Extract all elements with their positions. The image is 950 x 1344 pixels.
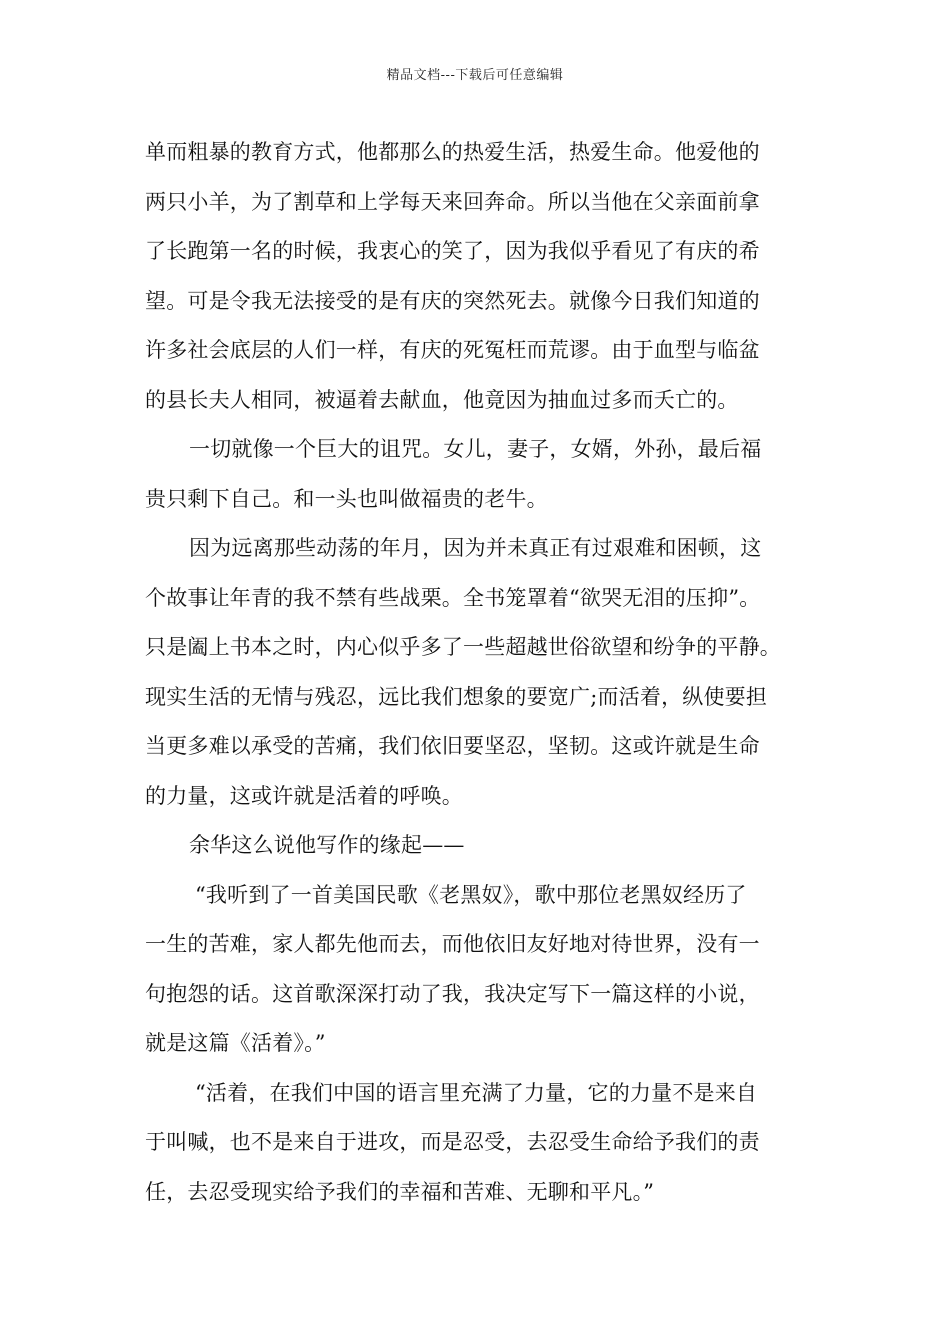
paragraph-line: 贵只剩下自己。和一头也叫做福贵的老牛。 — [145, 486, 548, 511]
quote-line: 就是这篇《活着》。” — [145, 1031, 326, 1055]
page-header: 精品文档---下载后可任意编辑 — [386, 68, 564, 83]
paragraph-line: 现实生活的无情与残忍，远比我们想象的要宽广;而活着，纵使要担 — [145, 684, 768, 709]
paragraph-line: 只是阖上书本之时，内心似乎多了一些超越世俗欲望和纷争的平静。 — [145, 635, 781, 659]
paragraph-line: 单而粗暴的教育方式，他都那么的热爱生活，热爱生命。他爱他的 — [145, 140, 760, 164]
quote-line: “活着，在我们中国的语言里充满了力量，它的力量不是来自 — [195, 1080, 758, 1105]
paragraph-line: 一切就像一个巨大的诅咒。女儿，妻子，女婿，外孙，最后福 — [189, 437, 762, 461]
paragraph-line: 当更多难以承受的苦痛，我们依旧要坚忍，坚韧。这或许就是生命 — [145, 734, 760, 758]
paragraph-line: 望。可是令我无法接受的是有庆的突然死去。就像今日我们知道的 — [145, 288, 760, 313]
paragraph-line: 的县长夫人相同，被逼着去献血，他竟因为抽血过多而夭亡的。 — [145, 387, 739, 412]
quote-line: 任，去忍受现实给予我们的幸福和苦难、无聊和平凡。” — [145, 1179, 655, 1204]
paragraph-line: 个故事让年青的我不禁有些战栗。全书笼罩着“欲哭无泪的压抑”。 — [145, 585, 761, 610]
paragraph-line: 的力量，这或许就是活着的呼唤。 — [145, 783, 463, 808]
paragraph-line: 了长跑第一名的时候，我衷心的笑了，因为我似乎看见了有庆的希 — [145, 239, 760, 263]
document-body — [145, 128, 830, 1217]
paragraph-line: 因为远离那些动荡的年月，因为并未真正有过艰难和困顿，这 — [189, 536, 762, 560]
quote-line: “我听到了一首美国民歌《老黑奴》，歌中那位老黑奴经历了 — [195, 882, 747, 907]
paragraph-line: 许多社会底层的人们一样，有庆的死冤枉而荒谬。由于血型与临盆 — [145, 338, 760, 362]
quote-line: 一生的苦难，家人都先他而去，而他依旧友好地对待世界，没有一 — [145, 932, 760, 956]
paragraph-line: 两只小羊，为了割草和上学每天来回奔命。所以当他在父亲面前拿 — [145, 189, 760, 214]
quote-line: 句抱怨的话。这首歌深深打动了我，我决定写下一篇这样的小说， — [145, 981, 760, 1006]
quote-line: 于叫喊，也不是来自于进攻，而是忍受，去忍受生命给予我们的责 — [145, 1130, 760, 1154]
paragraph-line: 余华这么说他写作的缘起—— — [189, 833, 465, 857]
